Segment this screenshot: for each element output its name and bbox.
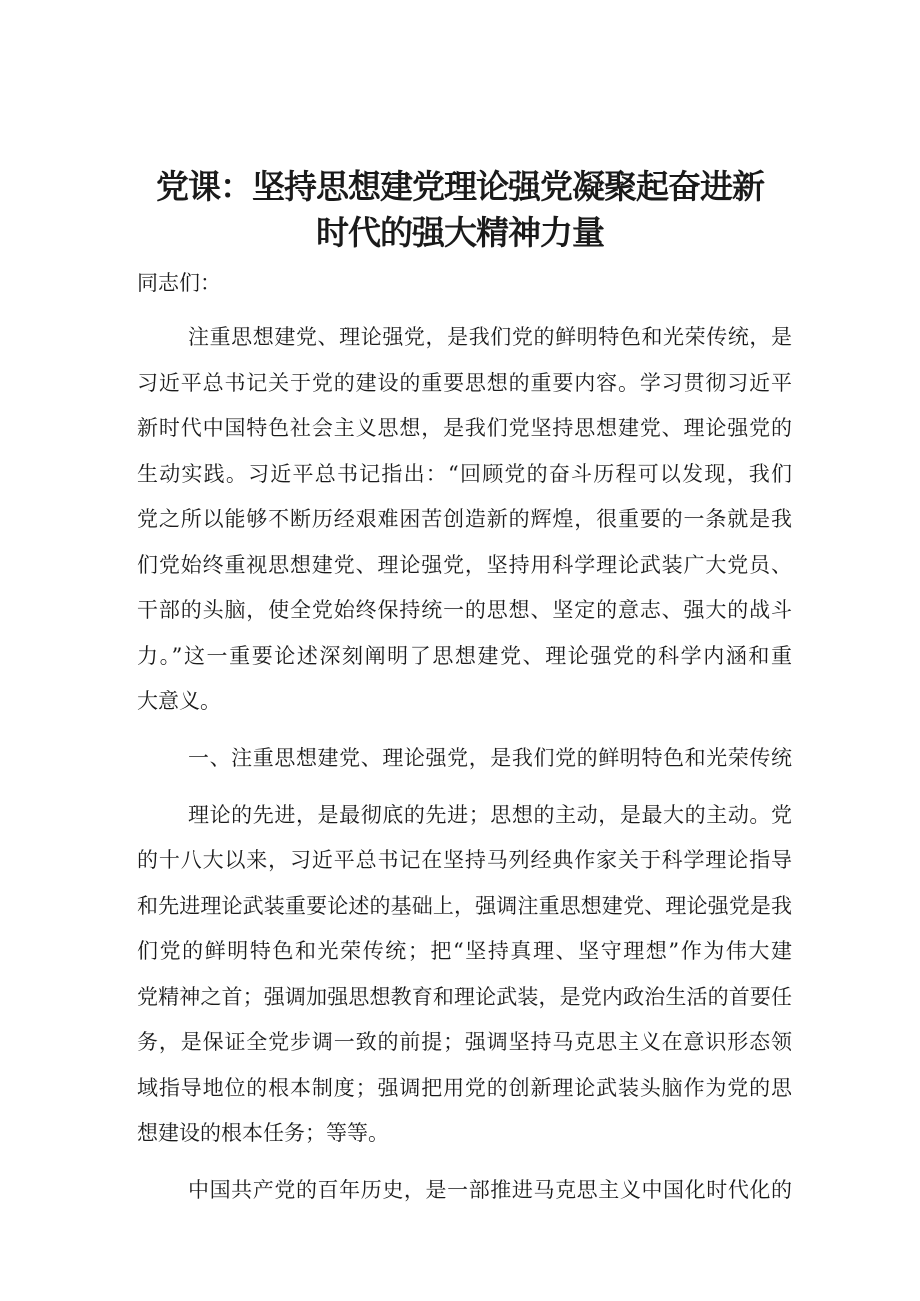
paragraph-2-line: 和先进理论武装重要论述的基础上，强调注重思想建党、理论强党是我 <box>137 894 792 918</box>
paragraph-1-line: 们党始终重视思想建党、理论强党，坚持用科学理论武装广大党员、 <box>137 553 792 577</box>
paragraph-1-line: 注重思想建党、理论强党，是我们党的鲜明特色和光荣传统，是 <box>188 325 792 349</box>
section-1-heading: 一、注重思想建党、理论强党，是我们党的鲜明特色和光荣传统 <box>188 746 792 770</box>
paragraph-1-line: 大意义。 <box>137 689 221 713</box>
paragraph-2-line: 党精神之首；强调加强思想教育和理论武装，是党内政治生活的首要任 <box>137 985 792 1009</box>
paragraph-1-line: 干部的头脑，使全党始终保持统一的思想、坚定的意志、强大的战斗 <box>137 598 792 622</box>
paragraph-2-line: 理论的先进，是最彻底的先进；思想的主动，是最大的主动。党 <box>188 803 792 827</box>
document-title-line-2: 时代的强大精神力量 <box>316 213 604 252</box>
document-title-line-1: 党课：坚持思想建党理论强党凝聚起奋进新 <box>156 167 764 206</box>
paragraph-1-line: 党之所以能够不断历经艰难困苦创造新的辉煌，很重要的一条就是我 <box>137 507 792 531</box>
paragraph-3-line: 中国共产党的百年历史，是一部推进马克思主义中国化时代化的 <box>188 1178 792 1202</box>
paragraph-2-line: 务，是保证全党步调一致的前提；强调坚持马克思主义在意识形态领 <box>137 1030 792 1054</box>
paragraph-1-line: 力。”这一重要论述深刻阐明了思想建党、理论强党的科学内涵和重 <box>137 644 792 668</box>
paragraph-1-line: 习近平总书记关于党的建设的重要思想的重要内容。学习贯彻习近平 <box>137 371 792 395</box>
paragraph-2-line: 的十八大以来，习近平总书记在坚持马列经典作家关于科学理论指导 <box>137 848 792 872</box>
paragraph-1-line: 新时代中国特色社会主义思想，是我们党坚持思想建党、理论强党的 <box>137 416 792 440</box>
paragraph-2-line: 域指导地位的根本制度；强调把用党的创新理论武装头脑作为党的思 <box>137 1076 792 1100</box>
paragraph-2-line: 们党的鲜明特色和光荣传统；把“坚持真理、坚守理想”作为伟大建 <box>137 939 792 963</box>
paragraph-1-line: 生动实践。习近平总书记指出：“回顾党的奋斗历程可以发现，我们 <box>137 462 792 486</box>
salutation: 同志们： <box>137 271 221 295</box>
paragraph-2-line: 想建设的根本任务；等等。 <box>137 1121 389 1145</box>
